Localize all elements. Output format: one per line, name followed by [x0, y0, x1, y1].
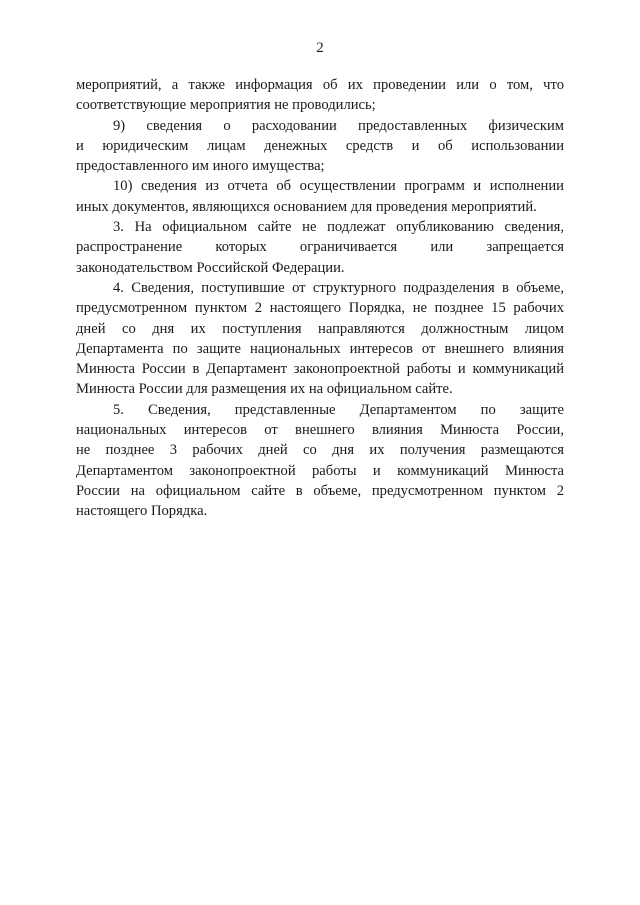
text-line: Департамента по защите национальных интересов от внешнего влияния [76, 340, 564, 357]
text-line: распространение которых ограничивается или запрещается [76, 239, 564, 256]
text-line: законодательством Российской Федерации. [76, 259, 345, 276]
text-line: 5. Сведения, представленные Департаментом по защите [113, 401, 564, 418]
text-line: не позднее 3 рабочих дней со дня их получения размещаются [76, 442, 564, 459]
text-line: 4. Сведения, поступившие от структурного подразделения в объеме, [113, 279, 564, 296]
text-line: 10) сведения из отчета об осуществлении программ и исполнении [113, 178, 564, 195]
text-line: России на официальном сайте в объеме, предусмотренном пунктом 2 [76, 482, 564, 499]
text-line: и юридическим лицам денежных средств и об использовании [76, 137, 564, 154]
text-line: дней со дня их поступления направляются должностным лицом [76, 320, 564, 337]
text-line: предоставленного им иного имущества; [76, 158, 325, 175]
text-line: национальных интересов от внешнего влияния Минюста России, [76, 422, 564, 439]
page-number: 2 [316, 40, 324, 56]
text-line: Минюста России в Департамент законопроектной работы и коммуникаций [76, 361, 564, 378]
text-line: предусмотренном пунктом 2 настоящего Порядка, не позднее 15 рабочих [76, 300, 564, 317]
document-body [76, 75, 564, 522]
text-line: мероприятий, а также информация об их проведении или о том, что [76, 77, 564, 93]
text-line: соответствующие мероприятия не проводились; [76, 97, 376, 114]
text-line: 9) сведения о расходовании предоставленных физическим [113, 117, 564, 134]
text-line: Минюста России для размещения их на официальном сайте. [76, 381, 453, 398]
text-line: настоящего Порядка. [76, 503, 208, 520]
text-line: 3. На официальном сайте не подлежат опубликованию сведения, [113, 219, 564, 236]
text-line: Департаментом законопроектной работы и коммуникаций Минюста [76, 462, 564, 479]
text-line: иных документов, являющихся основанием для проведения мероприятий. [76, 198, 537, 215]
